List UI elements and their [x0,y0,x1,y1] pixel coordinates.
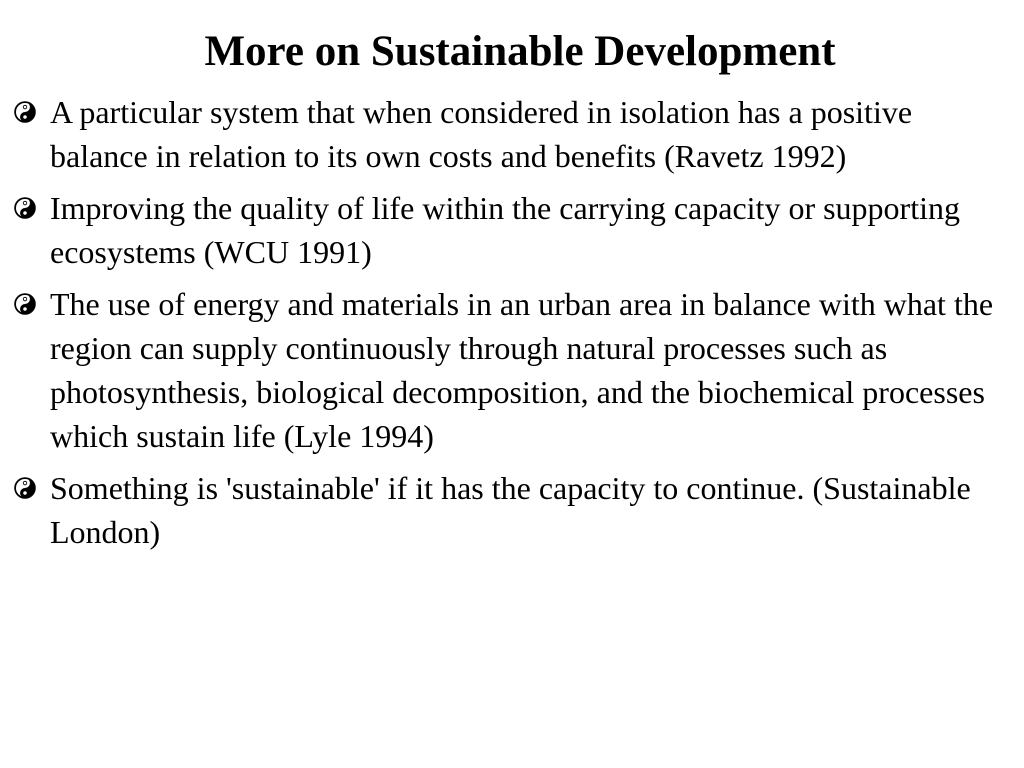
bullet-text: Something is 'sustainable' if it has the capacity to continue. (Sustainable London) [50,470,971,550]
bullet-item [12,466,1012,554]
bullet-text: The use of energy and materials in an urban area in balance with what the region can supply continuously through natural processes such as photosynthesis, biological decomposition, and the biochemical processes which sustain life (Lyle 1994) [50,286,994,454]
bullet-item [12,186,1012,274]
yin-yang-icon [12,90,50,134]
yin-yang-icon [12,282,50,326]
yin-yang-icon [12,186,50,230]
yin-yang-icon [12,466,50,510]
slide-title: More on Sustainable Development [204,28,836,75]
bullet-text: Improving the quality of life within the carrying capacity or supporting ecosystems (WCU 1991) [50,190,960,270]
bullet-text: A particular system that when considered in isolation has a positive balance in relation to its own costs and benefits (Ravetz 1992) [50,94,913,174]
bullet-list [12,90,1012,562]
bullet-item [12,282,1012,458]
bullet-item [12,90,1012,178]
